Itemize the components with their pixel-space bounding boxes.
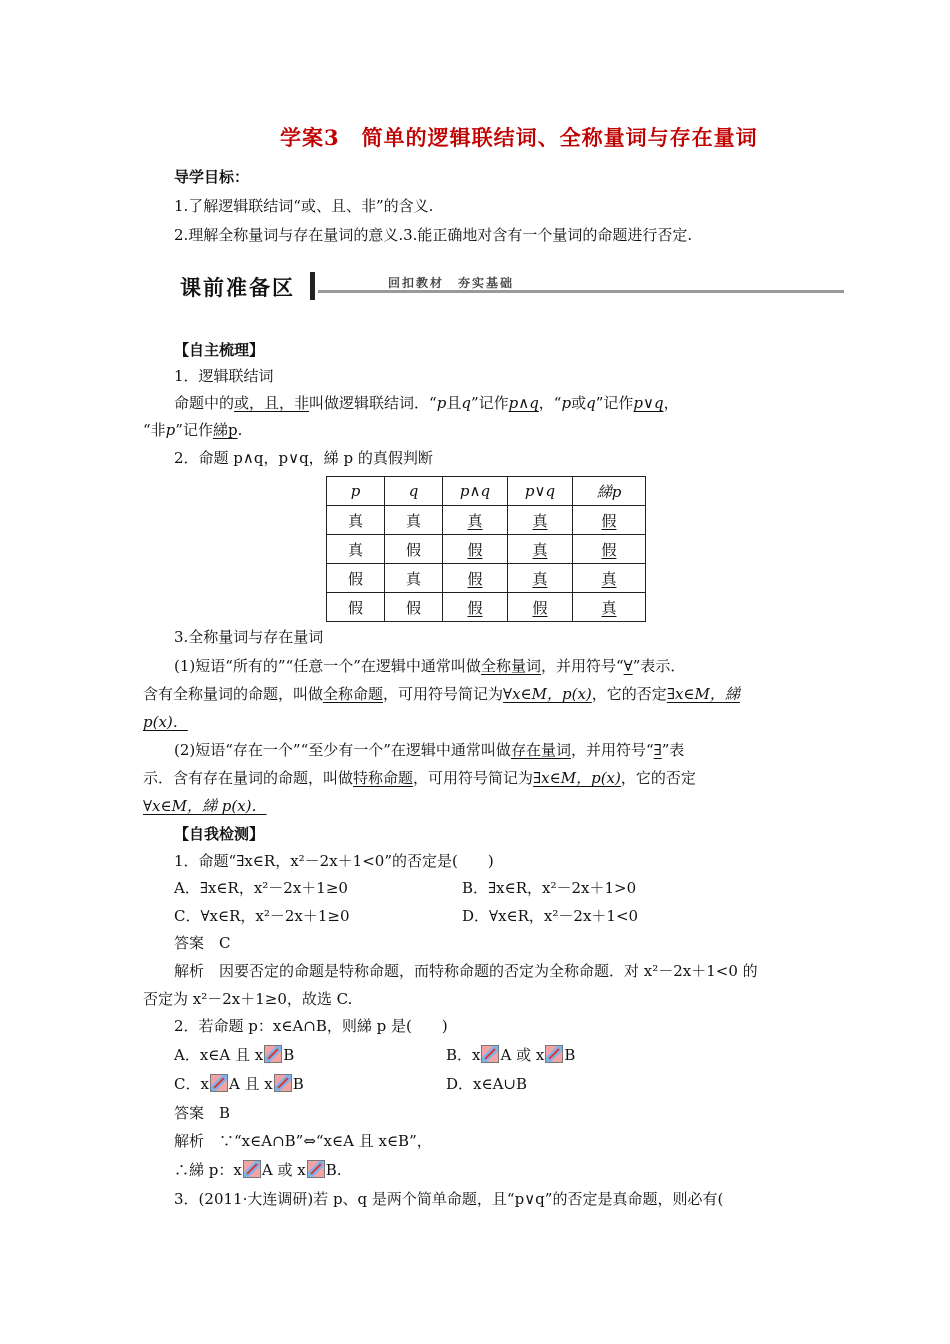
- answer-blank: 真: [532, 511, 548, 530]
- section-1-line-1: [174, 392, 679, 414]
- banner-title-box: [172, 270, 312, 300]
- text: ∴綈 p：x: [174, 1161, 242, 1179]
- table-cell: [573, 506, 646, 535]
- q2-stem: 2．若命题 p：x∈A∩B，则綈 p 是( ): [174, 1017, 448, 1035]
- objectives-heading: 导学目标：: [174, 168, 250, 186]
- answer-blank: 或，且，非: [234, 394, 310, 412]
- text: .: [237, 421, 243, 439]
- answer-blank: 假: [532, 598, 548, 617]
- q1-option-d: D．∀x∈R，x²－2x＋1<0: [462, 907, 639, 925]
- text: A 或 x: [261, 1161, 306, 1179]
- table-cell: [573, 564, 646, 593]
- broken-image-icon: [545, 1045, 563, 1063]
- banner-title: 课前准备区: [180, 276, 295, 300]
- table-header: 綈p: [573, 477, 646, 506]
- answer-blank: 特称命题: [353, 769, 414, 787]
- text: ”记作: [470, 394, 509, 412]
- answer-blank: 假: [601, 540, 617, 559]
- text: A 且 x: [228, 1075, 273, 1093]
- text: ”记作: [595, 394, 634, 412]
- text: ，可用符号简记为: [413, 769, 534, 787]
- answer-blank: ∀x∈M，p(x): [503, 685, 592, 703]
- selfcheck-heading: 【自我检测】: [174, 825, 265, 843]
- q1-answer: 答案 C: [174, 934, 231, 952]
- table-cell: [443, 564, 508, 593]
- text: B．x: [446, 1046, 481, 1064]
- banner-divider: [310, 272, 315, 300]
- text: ，并用符号“: [570, 741, 654, 759]
- answer-blank: 全称量词: [480, 657, 541, 675]
- table-cell: 假: [385, 593, 443, 622]
- table-cell: [443, 593, 508, 622]
- q2-analysis-line-1: 解析 ∵“x∈A∩B”⇔“x∈A 且 x∈B”，: [174, 1132, 432, 1150]
- broken-image-icon: [243, 1160, 261, 1178]
- text: B: [283, 1046, 295, 1064]
- answer-blank: 假: [467, 540, 483, 559]
- text: 叫做逻辑联结词．“: [309, 394, 437, 412]
- table-cell: [508, 535, 573, 564]
- answer-blank: 真: [467, 511, 483, 530]
- answer-blank: 真: [532, 540, 548, 559]
- text: 示．含有存在量词的命题，叫做: [143, 769, 354, 787]
- section-1-line-2: [143, 419, 242, 441]
- q2-option-a: [174, 1044, 294, 1066]
- var: p: [165, 421, 176, 439]
- text: ，“: [538, 394, 562, 412]
- section-banner: [172, 270, 844, 304]
- section-2-title: 2．命题 p∧q，p∨q，綈 p 的真假判断: [174, 449, 433, 467]
- section-3-p2-line-2: [143, 767, 696, 789]
- text: ，它的否定: [591, 685, 667, 703]
- q3-stem: 3．(2011·大连调研)若 p、q 是两个简单命题，且“p∨q”的否定是真命题，则必有(: [174, 1190, 724, 1208]
- broken-image-icon: [307, 1160, 325, 1178]
- table-cell: [508, 506, 573, 535]
- text: C．x: [174, 1075, 209, 1093]
- table-row: [327, 506, 646, 535]
- text: ”记作: [175, 421, 213, 439]
- q2-analysis-line-2: [174, 1159, 341, 1181]
- answer-blank: ∃x∈M，綈: [666, 685, 740, 703]
- page-title: 学案3 简单的逻辑联结词、全称量词与存在量词: [280, 125, 758, 150]
- table-cell: [508, 593, 573, 622]
- q1-option-a: A．∃x∈R，x²－2x＋1≥0: [174, 879, 348, 897]
- var: q: [586, 394, 596, 412]
- q2-option-c: [174, 1073, 304, 1095]
- q1-option-c: C．∀x∈R，x²－2x＋1≥0: [174, 907, 350, 925]
- table-cell: 假: [327, 564, 385, 593]
- answer-blank: ∃x∈M，p(x): [533, 769, 621, 787]
- answer-blank: 存在量词: [510, 741, 571, 759]
- broken-image-icon: [264, 1045, 282, 1063]
- text: (2)短语“存在一个”“至少有一个”在逻辑中通常叫做: [174, 741, 511, 759]
- table-cell: [443, 506, 508, 535]
- objective-1: 1.了解逻辑联结词“或、且、非”的含义.: [174, 197, 434, 215]
- answer-blank: 真: [532, 569, 548, 588]
- table-row: [327, 593, 646, 622]
- answer-blank: 假: [467, 569, 483, 588]
- var: q: [461, 394, 471, 412]
- text: A 或 x: [500, 1046, 545, 1064]
- section-1-title: 1．逻辑联结词: [174, 367, 274, 385]
- q2-answer: 答案 B: [174, 1104, 231, 1122]
- table-cell: [573, 535, 646, 564]
- var: p: [561, 394, 572, 412]
- text: A．x∈A 且 x: [174, 1046, 264, 1064]
- section-3-p2-line-1: [174, 739, 684, 761]
- text: 或: [571, 394, 587, 412]
- text: 含有全称量词的命题，叫做: [143, 685, 324, 703]
- q2-option-b: [446, 1044, 575, 1066]
- text: ，它的否定: [620, 769, 696, 787]
- table-cell: 假: [385, 535, 443, 564]
- table-header: p∧q: [443, 477, 508, 506]
- banner-subtitle: 回扣教材 夯实基础: [388, 276, 515, 290]
- table-cell: [573, 593, 646, 622]
- section-3-p2-line-3: ∀x∈M，綈 p(x)．: [143, 797, 267, 815]
- table-cell: 真: [327, 506, 385, 535]
- table-header: q: [385, 477, 443, 506]
- answer-blank: 綈p: [212, 421, 238, 439]
- q2-option-d: D．x∈A∪B: [446, 1075, 528, 1093]
- section-3-p1-line-1: [174, 655, 685, 677]
- table-row: [327, 535, 646, 564]
- text: B: [564, 1046, 576, 1064]
- text: 且: [446, 394, 462, 412]
- answer-blank: 全称命题: [323, 685, 384, 703]
- table-cell: [508, 564, 573, 593]
- section-3-p1-line-3: p(x)．: [143, 713, 188, 731]
- objective-2: 2.理解全称量词与存在量词的意义.3.能正确地对含有一个量词的命题进行否定.: [174, 226, 693, 244]
- answer-blank: ∃: [653, 741, 662, 759]
- text: B.: [325, 1161, 342, 1179]
- text: (1)短语“所有的”“任意一个”在逻辑中通常叫做: [174, 657, 481, 675]
- q1-analysis-line-2: 否定为 x²－2x＋1≥0，故选 C.: [143, 990, 353, 1008]
- answer-blank: p∧q: [508, 394, 539, 412]
- truth-table: [326, 476, 646, 622]
- table-header: p∨q: [508, 477, 573, 506]
- text: ”表示．: [632, 657, 686, 675]
- answer-blank: 假: [467, 598, 483, 617]
- text: ，并用符号“: [540, 657, 624, 675]
- text: ”表: [661, 741, 685, 759]
- q1-analysis-line-1: 解析 因要否定的命题是特称命题，而特称命题的否定为全称命题．对 x²－2x＋1<0 的: [174, 962, 758, 980]
- answer-blank: ∀: [623, 657, 633, 675]
- table-cell: [443, 535, 508, 564]
- q1-stem: 1．命题“∃x∈R，x²－2x＋1<0”的否定是( ): [174, 852, 494, 870]
- table-header-row: [327, 477, 646, 506]
- table-cell: 真: [385, 564, 443, 593]
- review-heading: 【自主梳理】: [174, 341, 265, 359]
- answer-blank: 假: [601, 511, 617, 530]
- answer-blank: 真: [601, 598, 617, 617]
- table-cell: 真: [327, 535, 385, 564]
- text: B: [292, 1075, 304, 1093]
- table-row: [327, 564, 646, 593]
- answer-blank: 真: [601, 569, 617, 588]
- table-cell: 假: [327, 593, 385, 622]
- text: ，可用符号简记为: [383, 685, 504, 703]
- section-3-title: 3.全称量词与存在量词: [174, 628, 324, 646]
- text: 命题中的: [174, 394, 235, 412]
- text: “非: [143, 421, 166, 439]
- broken-image-icon: [481, 1045, 499, 1063]
- broken-image-icon: [210, 1074, 228, 1092]
- broken-image-icon: [274, 1074, 292, 1092]
- text: ，: [663, 394, 679, 412]
- section-3-p1-line-2: [143, 683, 740, 705]
- answer-blank: p∨q: [633, 394, 664, 412]
- q1-option-b: B．∃x∈R，x²－2x＋1>0: [462, 879, 637, 897]
- var: p: [436, 394, 447, 412]
- table-header: p: [327, 477, 385, 506]
- table-cell: 真: [385, 506, 443, 535]
